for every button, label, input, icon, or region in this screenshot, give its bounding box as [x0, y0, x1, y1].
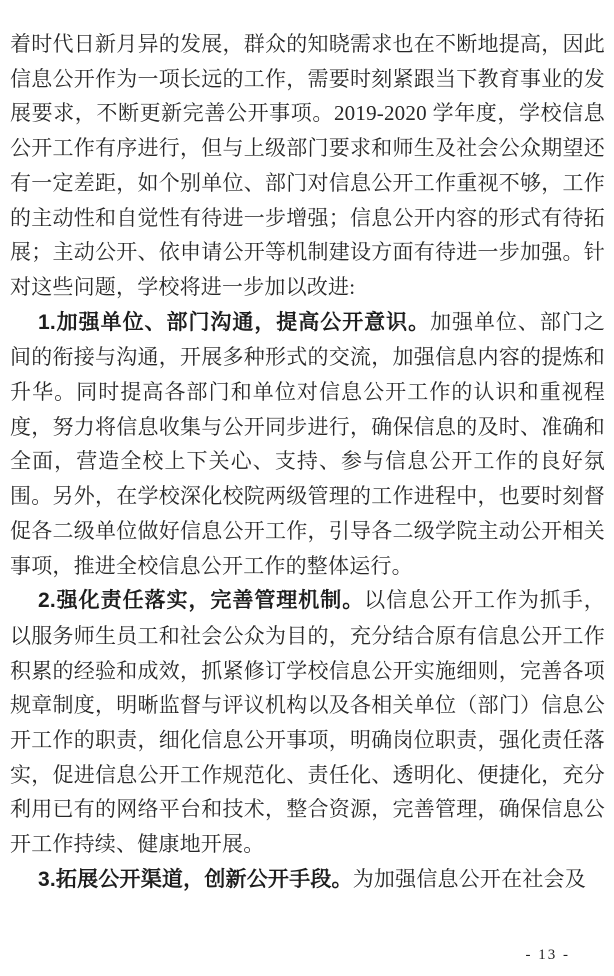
paragraph — [10, 862, 605, 898]
paragraph — [10, 583, 605, 862]
paragraph — [10, 27, 605, 305]
body-text-run: 以信息公开工作为抓手，以服务师生员工和社会公众为目的，充分结合原有信息公开工作积累的经验和成效，抓紧修订学校信息公开实施细则，完善各项规章制度，明晰监督与评议机构以及各相关单位（部门）信息公开工作的职责，细化信息公开事项，明确岗位职责，强化责任落实，促进信息公开工作规范化、责任化、透明化、便捷化，充分利用已有的网络平台和技术，整合资源，完善管理，确保信息公开工作持续、健康地开展。 — [10, 588, 606, 857]
section-heading-run: 1.加强单位、部门沟通，提高公开意识。 — [38, 310, 431, 334]
body-text-run: 为加强信息公开在社会及 — [352, 866, 586, 891]
document-body — [10, 27, 605, 898]
section-heading-run: 2.强化责任落实，完善管理机制。 — [38, 589, 365, 613]
body-text-run: 着时代日新月异的发展，群众的知晓需求也在不断地提高，因此信息公开作为一项长远的工作，需要时刻紧跟当下教育事业的发展要求，不断更新完善公开事项。2019-2020 学年度，学校信息公开工作有序进行，但与上级部门要求和师生及社会公众期望还有一定差距，如个别单位、部门对信息公开工作重视不够，工作的主动性和自觉性有待进一步增强；信息公开内容的形式有待拓展；主动公开、依申请公开等机制建设方面有待进一步加强。针对这些问题，学校将进一步加以改进: — [10, 32, 605, 299]
section-heading-run: 3.拓展公开渠道，创新公开手段。 — [38, 867, 353, 891]
paragraph — [10, 305, 605, 584]
page-number: - 13 - — [525, 947, 570, 963]
body-text-run: 加强单位、部门之间的衔接与沟通，开展多种形式的交流，加强信息内容的提炼和升华。同时提高各部门和单位对信息公开工作的认识和重视程度，努力将信息收集与公开同步进行，确保信息的及时、准确和全面，营造全校上下关心、支持、参与信息公开工作的良好氛围。另外，在学校深化校院两级管理的工作进程中，也要时刻督促各二级单位做好信息公开工作，引导各二级学院主动公开相关事项，推进全校信息公开工作的整体运行。 — [10, 309, 606, 578]
